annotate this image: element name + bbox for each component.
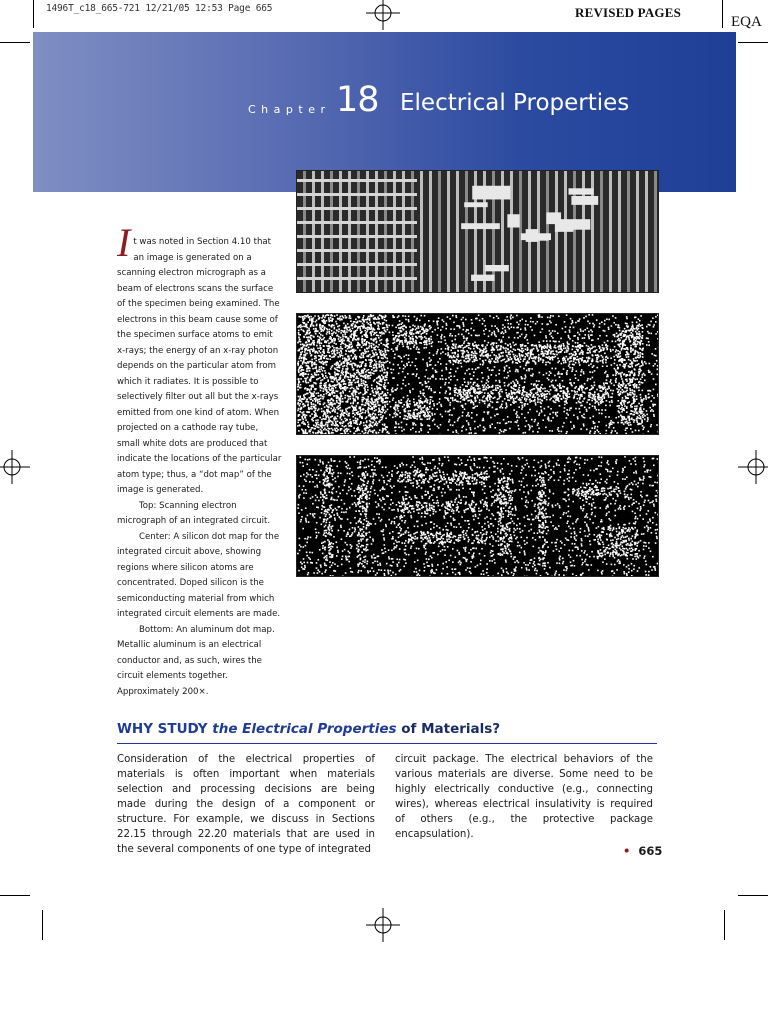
registration-mark-right <box>738 450 768 484</box>
caption-center: Center: A silicon dot map for the integrated circuit above, showing regions where silicon atoms are concentrated. Doped silicon is the semiconducting material from which integrated circuit elements are made. <box>117 531 281 619</box>
drop-cap: I <box>117 220 131 265</box>
body-text-right: circuit package. The electrical behaviors of the various materials are diverse. Some need to be highly electrically conductive (e.g., connecting wires), whereas electrical insulativity is required of others (e.g., the protective package encapsulation). <box>395 754 653 840</box>
chapter-banner <box>33 32 736 192</box>
eqa-label: EQA <box>731 14 762 30</box>
revised-pages-label: REVISED PAGES <box>575 5 682 20</box>
print-slug: 1496T_c18_665-721 12/21/05 12:53 Page 665 <box>46 3 273 14</box>
why-study-heading: WHY STUDY the Electrical Properties of Materials? <box>117 721 501 737</box>
heading-rule <box>117 743 657 744</box>
chapter-word: Chapter <box>248 103 331 116</box>
chapter-title: Electrical Properties <box>400 90 630 116</box>
figure-caption <box>117 220 283 700</box>
caption-intro: It was noted in Section 4.10 that an image is generated on a scanning electron micrograph as a beam of electrons scans the surface of the specimen being examined. The electrons in this beam cause some of the specimen surface atoms to emit x-rays; the energy of an x-ray photon depends on the particular atom from which it radiates. It is possible to selectively filter out all but the x-rays emitted from one kind of atom. When projected on a cathode ray tube, small white dots are produced that indicate the locations of the particular atom type; thus, a “dot map” of the image is generated. <box>117 220 282 495</box>
registration-mark-left <box>0 450 30 484</box>
chapter-number: 18 <box>336 80 379 120</box>
body-text-left: Consideration of the electrical properties of materials is often important when materials selection and processing decisions are being made during the design of a component or structure. For example, we discuss in Sections 22.15 through 22.20 materials that are used in the several components of one type of integrated <box>117 754 375 855</box>
silicon-dot-map-image <box>296 313 659 435</box>
aluminum-dot-map-image <box>296 455 659 577</box>
caption-bottom: Bottom: An aluminum dot map. Metallic aluminum is an electrical conductor and, as such, wires the circuit elements together. Approximately 200×. <box>117 624 275 697</box>
registration-mark-bottom <box>366 908 400 942</box>
page-number: • 665 <box>623 844 663 858</box>
caption-top: Top: Scanning electron micrograph of an integrated circuit. <box>117 500 271 526</box>
sem-micrograph-image <box>296 170 659 293</box>
registration-mark-top <box>366 0 400 30</box>
